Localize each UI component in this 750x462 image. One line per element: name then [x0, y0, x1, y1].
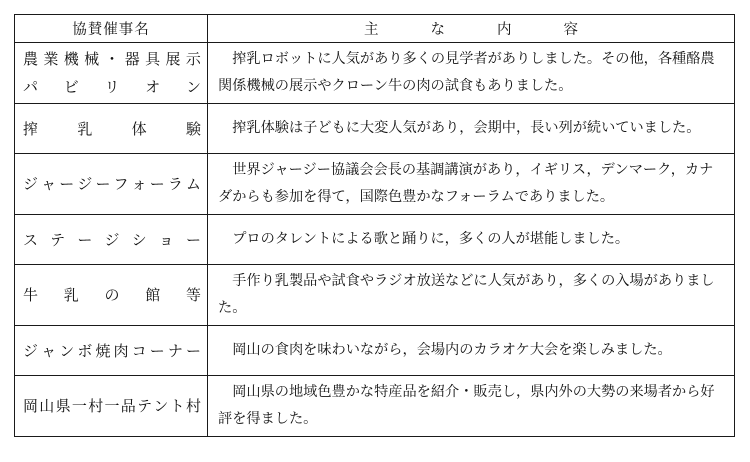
event-name-char: リ [104, 78, 120, 96]
event-name-cell [15, 43, 208, 104]
event-name-char: 器 [124, 50, 140, 68]
event-name-cell [15, 265, 208, 326]
event-name-line [23, 170, 201, 198]
event-content-cell: 岡山の食肉を味わいながら，会場内のカラオケ大会を楽しみました。 [208, 326, 735, 376]
table-row [15, 376, 735, 437]
event-name-char: 乳 [77, 119, 93, 138]
event-name-char: オ [145, 78, 161, 96]
event-content-cell: 搾乳ロボットに人気があり多くの見学者がありしました。その他，各種酪農関係機械の展示やクローン牛の肉の試食もありました。 [208, 43, 735, 104]
event-name-cell [15, 326, 208, 376]
event-name-char: 機 [63, 50, 79, 68]
event-name-char: ナ [167, 341, 183, 360]
event-name-char: の [104, 286, 120, 304]
header-content-char: 主 [364, 22, 379, 38]
table-row [15, 215, 735, 265]
event-name-cell [15, 376, 208, 437]
event-name-cell [15, 154, 208, 215]
event-name-char: シ [131, 230, 147, 249]
event-content-cell: 岡山県の地域色豊かな特産品を紹介・販売し，県内外の大勢の来場者から好評を得ました。 [208, 376, 735, 437]
event-name-char: 等 [185, 286, 201, 304]
header-content-char: 容 [563, 22, 578, 38]
event-name-char: ー [185, 341, 201, 360]
event-name-char: ・ [104, 50, 120, 68]
event-name-char: ジ [23, 341, 39, 360]
event-name-line [23, 73, 201, 101]
event-name-char: ラ [167, 175, 183, 193]
event-name-char: ー [185, 230, 201, 249]
table-row [15, 154, 735, 215]
event-name-char: ン [59, 341, 75, 360]
event-name-char: 山 [39, 397, 55, 415]
event-name-line [23, 281, 201, 309]
event-name-char: 県 [55, 397, 71, 415]
event-name-char: ャ [41, 341, 57, 360]
table-header-row [15, 15, 735, 43]
header-content-char: 内 [497, 22, 512, 38]
event-name-char: ー [149, 175, 165, 193]
event-name-line [23, 337, 201, 365]
event-name-char: ョ [158, 230, 174, 249]
event-name-char: 岡 [23, 397, 39, 415]
event-name-char: 一 [71, 397, 87, 415]
event-name-char: パ [23, 78, 39, 96]
event-name-char: 村 [88, 397, 104, 415]
event-name-char: ャ [41, 175, 57, 193]
table-row [15, 104, 735, 154]
event-name-char: コ [131, 341, 147, 360]
event-name-char: 械 [84, 50, 100, 68]
event-name-char: ォ [131, 175, 147, 193]
event-name-char: 品 [120, 397, 136, 415]
event-name-char: 体 [131, 119, 147, 138]
event-name-char: 一 [104, 397, 120, 415]
event-name-char: ム [185, 175, 201, 193]
event-name-line [23, 226, 201, 254]
table-row [15, 265, 735, 326]
events-table [14, 14, 735, 437]
event-name-char: ト [169, 397, 185, 415]
event-name-char: ジ [77, 175, 93, 193]
header-event-name: 協賛催事名 [15, 15, 208, 43]
event-content-cell: 手作り乳製品や試食やラジオ放送などに人気があり，多くの入場がありました。 [208, 265, 735, 326]
event-name-char: 験 [185, 119, 201, 138]
event-name-char: ー [77, 230, 93, 249]
event-name-char: 展 [165, 50, 181, 68]
event-content-cell: 搾乳体験は子どもに大変人気があり，会期中，長い列が続いていました。 [208, 104, 735, 154]
event-name-char: 肉 [113, 341, 129, 360]
event-name-char: ー [149, 341, 165, 360]
event-name-line [23, 45, 201, 73]
event-name-line [23, 392, 201, 420]
event-name-char: 村 [185, 397, 201, 415]
event-name-char: 館 [145, 286, 161, 304]
event-name-char: ン [153, 397, 169, 415]
header-main-content [208, 15, 735, 43]
table-row [15, 43, 735, 104]
event-name-char: 牛 [23, 286, 39, 304]
event-name-char: テ [137, 397, 153, 415]
event-name-char: 乳 [63, 286, 79, 304]
event-name-char: ビ [63, 78, 79, 96]
event-name-char: 具 [145, 50, 161, 68]
event-name-char: ン [185, 78, 201, 96]
event-name-char: 農 [23, 50, 39, 68]
event-name-char: ジ [23, 175, 39, 193]
event-name-char: ー [59, 175, 75, 193]
event-name-char: 示 [185, 50, 201, 68]
event-name-char: フ [113, 175, 129, 193]
event-content-cell: 世界ジャージー協議会会長の基調講演があり，イギリス，デンマーク，カナダからも参加を得て，国際色豊かなフォーラムでありました。 [208, 154, 735, 215]
event-name-cell [15, 104, 208, 154]
event-name-line [23, 115, 201, 143]
event-name-char: 焼 [95, 341, 111, 360]
event-name-char: ボ [77, 341, 93, 360]
event-name-char: 業 [43, 50, 59, 68]
event-content-cell: プロのタレントによる歌と踊りに，多くの人が堪能しました。 [208, 215, 735, 265]
event-name-char: ジ [104, 230, 120, 249]
event-name-cell [15, 215, 208, 265]
event-name-char: テ [50, 230, 66, 249]
event-name-char: ス [23, 230, 39, 249]
header-content-char: な [430, 22, 445, 38]
table-row [15, 326, 735, 376]
event-name-char: ー [95, 175, 111, 193]
event-name-char: 搾 [23, 119, 39, 138]
